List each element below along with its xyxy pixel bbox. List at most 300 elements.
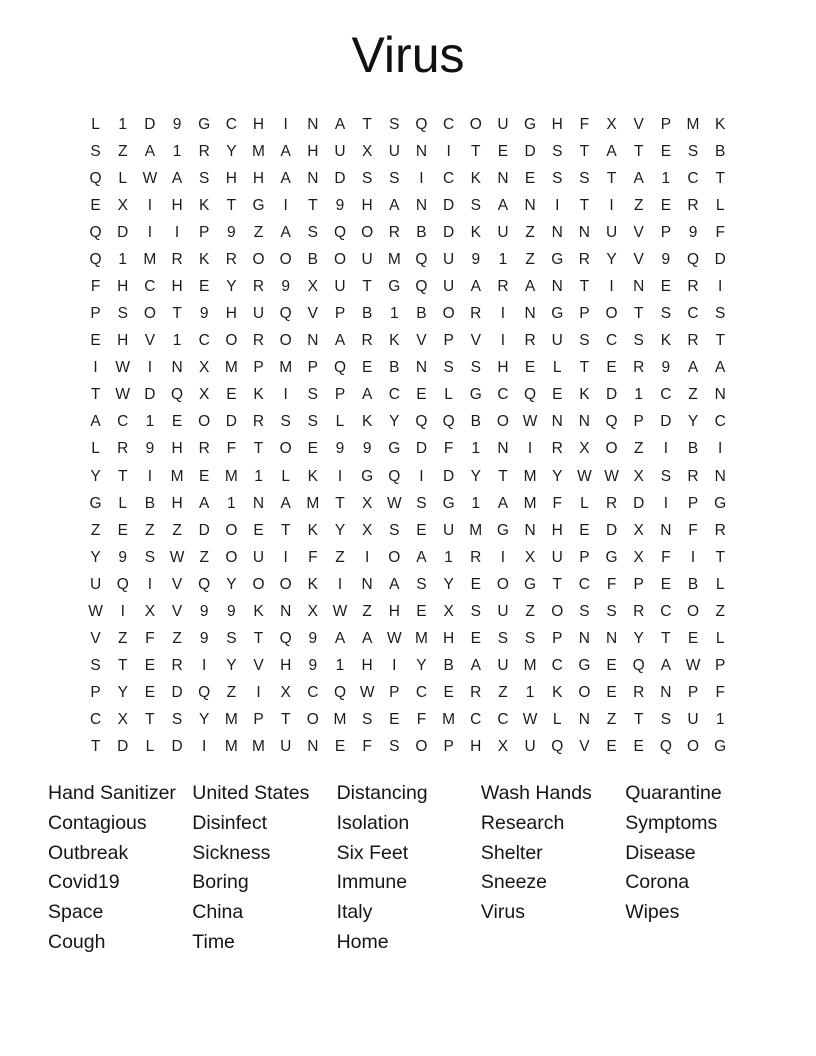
grid-letter: E [307, 440, 318, 458]
grid-letter: P [253, 711, 264, 729]
grid-letter: S [552, 169, 563, 187]
grid-letter: D [660, 413, 672, 431]
grid-letter: Y [199, 711, 210, 729]
grid-letter: S [416, 494, 427, 512]
grid-letter: Z [688, 386, 698, 404]
grid-letter: 9 [118, 548, 128, 566]
grid-letter: X [633, 521, 644, 539]
grid-letter: S [579, 169, 590, 187]
grid-letter: Z [525, 250, 535, 268]
grid-letter: X [633, 467, 644, 485]
grid-letter: P [633, 575, 644, 593]
grid-letter: E [443, 684, 454, 702]
grid-letter: A [361, 630, 373, 648]
grid-letter: O [361, 223, 374, 241]
grid-letter: S [524, 630, 536, 648]
grid-letter: G [714, 738, 727, 756]
grid-letter: O [388, 548, 401, 566]
grid-letter: E [416, 602, 427, 620]
grid-letter: 1 [715, 711, 725, 729]
grid-letter: F [552, 494, 562, 512]
grid-letter: P [334, 386, 346, 404]
grid-letter: R [687, 278, 699, 295]
grid-letter: E [606, 738, 617, 756]
grid-letter: T [362, 278, 372, 295]
grid-letter: 9 [308, 630, 318, 648]
grid-letter: W [88, 602, 103, 620]
word-list-item: Immune [336, 871, 408, 894]
grid-letter: P [90, 684, 101, 702]
grid-letter: M [442, 711, 456, 729]
grid-letter: H [171, 196, 183, 214]
grid-letter: S [470, 602, 481, 620]
grid-letter: 9 [199, 602, 209, 620]
grid-letter: I [174, 223, 180, 241]
grid-letter: X [579, 440, 590, 458]
grid-letter: T [579, 278, 590, 295]
grid-letter: S [389, 521, 400, 539]
grid-letter: E [524, 169, 536, 187]
grid-letter: V [307, 305, 318, 323]
grid-letter: E [226, 386, 237, 404]
grid-letter: S [470, 196, 481, 214]
grid-letter: X [524, 548, 536, 566]
grid-letter: P [579, 548, 590, 566]
grid-letter: D [605, 386, 618, 404]
grid-letter: V [171, 575, 183, 593]
grid-letter: I [147, 223, 153, 241]
grid-letter: 1 [118, 250, 128, 268]
grid-letter: T [308, 196, 318, 214]
grid-letter: U [443, 521, 455, 539]
grid-letter: Z [525, 223, 535, 241]
grid-letter: U [252, 548, 265, 566]
grid-letter: M [279, 359, 293, 377]
grid-letter: U [551, 332, 563, 350]
grid-letter: D [144, 386, 156, 404]
grid-letter: Q [171, 386, 184, 404]
grid-letter: S [579, 332, 590, 350]
grid-letter: D [334, 169, 346, 187]
grid-letter: 9 [145, 440, 155, 458]
grid-letter: A [470, 278, 481, 295]
grid-letter: M [306, 494, 320, 512]
word-list-column [625, 779, 769, 958]
grid-letter: E [334, 738, 346, 756]
grid-letter: G [388, 440, 401, 458]
grid-letter: P [633, 413, 644, 431]
grid-letter: A [633, 169, 644, 187]
grid-letter: I [527, 440, 533, 458]
grid-letter: A [361, 386, 373, 404]
grid-letter: C [144, 278, 156, 295]
grid-letter: I [663, 494, 669, 512]
grid-letter: E [687, 630, 699, 648]
grid-letter: C [198, 332, 210, 350]
grid-letter: V [253, 657, 264, 675]
grid-letter: D [605, 521, 618, 539]
grid-letter: O [496, 575, 509, 593]
grid-letter: C [687, 305, 699, 323]
grid-letter: L [118, 169, 128, 187]
grid-letter: K [552, 684, 563, 702]
grid-letter: T [606, 169, 617, 187]
grid-letter: Q [605, 413, 618, 431]
grid-letter: N [551, 413, 563, 431]
grid-letter: 1 [389, 305, 399, 323]
grid-letter: S [606, 602, 617, 620]
grid-letter: O [306, 711, 319, 729]
grid-letter: A [280, 494, 291, 512]
grid-letter: U [334, 142, 346, 160]
grid-letter: T [471, 142, 481, 160]
grid-letter: I [283, 386, 288, 404]
grid-letter: T [253, 630, 264, 648]
grid-letter: X [606, 115, 617, 133]
grid-letter: P [579, 305, 590, 323]
grid-letter: C [605, 332, 618, 350]
grid-letter: I [147, 196, 153, 214]
grid-letter: K [253, 602, 264, 620]
grid-letter: S [497, 630, 509, 648]
grid-letter: M [252, 738, 265, 756]
grid-letter: N [171, 359, 183, 377]
grid-letter: I [93, 359, 98, 377]
grid-letter: P [199, 223, 210, 241]
grid-letter: Z [145, 521, 155, 539]
grid-letter: B [361, 305, 373, 323]
grid-letter: N [307, 115, 319, 133]
grid-letter: W [359, 684, 375, 702]
grid-letter: R [171, 657, 183, 675]
word-list-item: Covid19 [48, 871, 120, 894]
grid-letter: D [443, 196, 455, 214]
grid-letter: 9 [661, 359, 671, 377]
grid-letter: A [199, 494, 210, 512]
grid-letter: 9 [362, 440, 372, 458]
grid-letter: Q [551, 738, 564, 756]
grid-letter: F [416, 711, 427, 729]
grid-letter: 1 [444, 548, 453, 566]
grid-letter: C [497, 386, 509, 404]
grid-letter: K [470, 223, 481, 241]
grid-letter: C [578, 575, 590, 593]
grid-letter: O [143, 305, 156, 323]
grid-letter: 1 [172, 142, 182, 160]
grid-letter: Q [198, 575, 211, 593]
grid-letter: E [171, 413, 183, 431]
word-list-item: Outbreak [48, 841, 129, 864]
grid-letter: Q [415, 413, 428, 431]
word-list-item: Sneeze [480, 871, 548, 894]
grid-letter: K [199, 250, 210, 268]
grid-letter: D [144, 115, 156, 133]
grid-letter: Y [687, 413, 699, 431]
grid-letter: C [714, 413, 726, 431]
grid-letter: A [389, 196, 400, 214]
word-list-item: Six Feet [336, 841, 409, 864]
grid-letter: 1 [227, 494, 236, 512]
grid-letter: F [688, 521, 698, 539]
grid-letter: E [579, 521, 590, 539]
grid-letter: A [144, 142, 156, 160]
grid-letter: V [470, 332, 481, 350]
grid-letter: G [524, 115, 537, 133]
grid-letter: M [523, 467, 537, 485]
grid-letter: C [551, 657, 563, 675]
grid-letter: E [90, 196, 101, 214]
grid-letter: 1 [525, 684, 535, 702]
grid-letter: B [307, 250, 318, 268]
grid-letter: W [604, 467, 619, 485]
grid-letter: N [361, 575, 373, 593]
grid-letter: C [660, 602, 672, 620]
grid-letter: Z [118, 630, 128, 648]
grid-letter: A [389, 575, 400, 593]
grid-letter: S [660, 467, 672, 485]
grid-letter: I [663, 440, 669, 458]
grid-letter: N [551, 223, 563, 241]
grid-letter: V [144, 332, 156, 350]
grid-letter: D [524, 142, 536, 160]
grid-letter: F [362, 738, 372, 756]
grid-letter: I [419, 169, 424, 187]
grid-letter: Q [388, 467, 401, 485]
word-list-item: Quarantine [625, 782, 722, 804]
grid-letter: L [580, 494, 589, 512]
grid-letter: L [335, 413, 345, 431]
grid-letter: M [252, 142, 265, 160]
grid-letter: N [415, 196, 428, 214]
grid-letter: C [307, 684, 319, 702]
grid-letter: G [496, 521, 509, 539]
grid-letter: K [361, 413, 373, 431]
grid-letter: B [144, 494, 156, 512]
grid-letter: G [388, 278, 401, 295]
grid-letter: S [361, 169, 373, 187]
grid-letter: F [145, 630, 155, 648]
grid-letter: C [117, 413, 129, 431]
grid-letter: S [307, 413, 318, 431]
grid-letter: O [551, 602, 564, 620]
grid-letter: Z [90, 521, 101, 539]
grid-letter: S [552, 142, 563, 160]
grid-letter: C [225, 115, 237, 133]
grid-letter: H [551, 521, 563, 539]
grid-letter: V [416, 332, 427, 350]
grid-letter: W [522, 413, 538, 431]
grid-letter: X [117, 196, 128, 214]
grid-letter: S [307, 223, 318, 241]
grid-letter: Z [362, 602, 372, 620]
grid-letter: O [279, 250, 292, 268]
grid-letter: X [361, 142, 373, 160]
grid-letter: C [687, 169, 699, 187]
grid-letter: E [660, 142, 672, 160]
word-list-item: Corona [625, 871, 690, 894]
grid-letter: A [416, 548, 427, 566]
grid-letter: E [199, 278, 210, 295]
grid-letter: G [89, 494, 102, 512]
grid-letter: R [633, 684, 645, 702]
grid-letter: F [715, 684, 725, 702]
grid-letter: Q [89, 169, 102, 187]
grid-letter: C [443, 115, 455, 133]
grid-letter: N [578, 711, 590, 729]
grid-letter: T [579, 196, 590, 214]
grid-letter: P [389, 684, 400, 702]
word-list-item: Boring [192, 871, 249, 894]
word-list-item: Wash Hands [480, 782, 592, 804]
grid-letter: Q [198, 684, 211, 702]
word-list-item: Cough [48, 930, 106, 953]
grid-letter: O [279, 575, 292, 593]
grid-letter: Y [226, 142, 237, 160]
grid-letter: A [280, 223, 291, 241]
grid-letter: E [117, 521, 128, 539]
grid-letter: O [686, 738, 700, 756]
word-list [48, 779, 769, 958]
grid-letter: U [361, 250, 373, 268]
grid-letter: G [578, 657, 591, 675]
grid-letter: L [715, 196, 725, 214]
grid-letter: Z [525, 602, 535, 620]
grid-letter: E [416, 386, 427, 404]
grid-letter: U [605, 223, 618, 241]
grid-letter: A [90, 413, 101, 431]
word-list-column [481, 779, 625, 958]
grid-letter: F [443, 440, 454, 458]
grid-letter: P [660, 223, 672, 241]
grid-letter: S [389, 169, 400, 187]
grid-letter: H [470, 738, 482, 756]
grid-letter: N [714, 386, 726, 404]
grid-letter: Y [606, 250, 617, 268]
grid-letter: O [605, 305, 618, 323]
grid-letter: K [579, 386, 590, 404]
grid-letter: 1 [661, 169, 671, 187]
grid-letter: R [687, 467, 699, 485]
grid-letter: X [144, 602, 156, 620]
word-list-item: China [192, 901, 244, 923]
grid-letter: X [199, 359, 210, 377]
grid-letter: E [524, 359, 536, 377]
grid-letter: 9 [661, 250, 671, 268]
grid-letter: O [333, 250, 347, 268]
grid-letter: S [416, 575, 427, 593]
grid-letter: D [117, 738, 129, 756]
grid-letter: H [307, 142, 319, 160]
grid-letter: S [389, 738, 400, 756]
grid-letter: A [497, 494, 509, 512]
grid-letter: S [579, 602, 590, 620]
grid-letter: R [252, 278, 265, 295]
grid-letter: S [687, 142, 699, 160]
grid-letter: N [714, 467, 726, 485]
grid-letter: Q [524, 386, 537, 404]
grid-letter: W [577, 467, 592, 485]
grid-letter: I [392, 657, 397, 675]
grid-letter: U [443, 278, 455, 295]
grid-letter: Z [226, 684, 237, 702]
grid-letter: W [115, 359, 131, 377]
grid-letter: L [145, 738, 155, 756]
grid-letter: S [660, 305, 672, 323]
grid-letter: I [147, 359, 153, 377]
grid-letter: T [633, 711, 644, 729]
grid-letter: Z [606, 711, 617, 729]
grid-letter: T [253, 440, 264, 458]
grid-letter: G [198, 115, 211, 133]
grid-letter: 9 [335, 440, 345, 458]
grid-letter: A [334, 332, 346, 350]
grid-letter: P [660, 115, 672, 133]
grid-letter: W [685, 657, 701, 675]
word-list-item: Research [480, 811, 565, 834]
word-list-item: Disease [625, 841, 696, 864]
grid-letter: X [117, 711, 128, 729]
grid-letter: L [118, 494, 128, 512]
grid-letter: R [225, 250, 237, 268]
grid-letter: 9 [688, 223, 698, 241]
grid-letter: H [252, 115, 265, 133]
grid-letter: X [633, 548, 644, 566]
grid-letter: T [579, 142, 590, 160]
grid-letter: H [117, 278, 129, 295]
grid-letter: T [633, 142, 644, 160]
grid-letter: I [500, 305, 506, 323]
grid-letter: Y [389, 413, 400, 431]
grid-letter: P [443, 738, 454, 756]
grid-letter: O [252, 250, 265, 268]
grid-letter: U [89, 575, 102, 593]
grid-letter: E [552, 386, 563, 404]
grid-letter: K [307, 575, 318, 593]
grid-letter: R [578, 250, 590, 268]
grid-letter: E [361, 359, 373, 377]
grid-letter: 9 [172, 115, 182, 133]
grid-letter: R [361, 332, 373, 350]
grid-letter: I [364, 548, 370, 566]
grid-letter: 9 [227, 602, 236, 620]
grid-letter: Y [552, 467, 563, 485]
grid-letter: H [225, 169, 237, 187]
grid-letter: Q [116, 575, 129, 593]
grid-letter: H [551, 115, 563, 133]
grid-letter: Y [117, 684, 128, 702]
grid-letter: 9 [199, 305, 209, 323]
grid-letter: Z [172, 521, 182, 539]
grid-letter: O [225, 332, 238, 350]
grid-letter: G [361, 467, 374, 485]
grid-letter: W [142, 169, 158, 187]
grid-letter: V [171, 602, 183, 620]
grid-letter: S [715, 305, 726, 323]
grid-letter: N [524, 196, 536, 214]
grid-letter: E [389, 711, 400, 729]
grid-letter: O [279, 332, 292, 350]
letter-grid [82, 111, 734, 761]
grid-letter: E [606, 359, 617, 377]
grid-letter: L [91, 440, 100, 458]
grid-letter: A [280, 142, 291, 160]
grid-letter: T [335, 494, 345, 512]
grid-letter: Y [226, 575, 237, 593]
grid-letter: Y [470, 467, 481, 485]
grid-letter: D [198, 521, 210, 539]
grid-letter: N [578, 223, 590, 241]
grid-letter: U [551, 548, 563, 566]
